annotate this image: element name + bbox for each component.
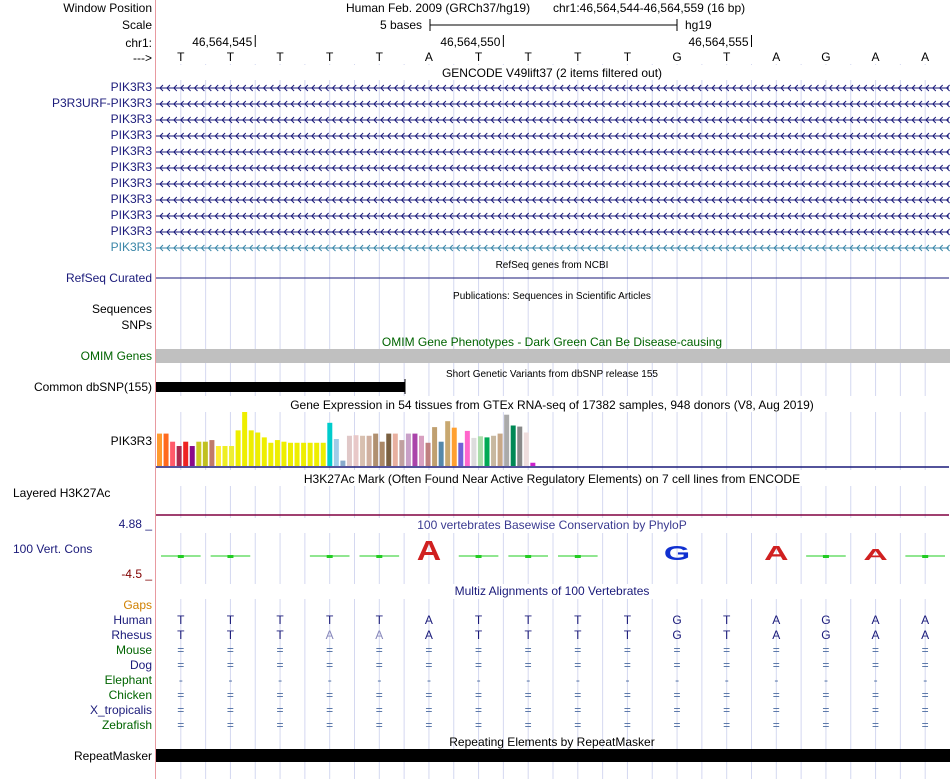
scale-label: Scale — [121, 18, 152, 32]
gtex-bar — [196, 442, 201, 466]
alignment-base: = — [623, 703, 631, 717]
gtex-bar — [452, 428, 457, 466]
gene-label[interactable]: PIK3R3 — [110, 224, 152, 238]
gtex-bar — [419, 436, 424, 466]
gtex-bar — [367, 436, 372, 466]
cons-positive-score — [575, 555, 581, 558]
alignment-base: = — [375, 643, 383, 657]
cons-min-label: -4.5 _ — [121, 567, 152, 581]
alignment-base: = — [623, 658, 631, 672]
species-label[interactable]: Rhesus — [111, 628, 152, 642]
strand-arrow-label: ---> — [133, 51, 152, 65]
alignment-base: = — [177, 658, 185, 672]
alignment-base: = — [673, 703, 681, 717]
gtex-bar — [445, 421, 450, 466]
alignment-base: T — [177, 628, 185, 642]
alignment-base: = — [226, 703, 234, 717]
header-ruler — [156, 0, 950, 64]
gene-label[interactable]: PIK3R3 — [110, 160, 152, 174]
alignment-base: T — [474, 628, 483, 642]
gtex-bar — [209, 440, 214, 466]
cons-max-label: 4.88 _ — [118, 517, 152, 531]
gtex-bar — [190, 446, 195, 466]
alignment-base: = — [326, 688, 334, 702]
alignment-base: = — [177, 718, 185, 732]
refseq-label[interactable]: RefSeq Curated — [65, 271, 152, 285]
gtex-bar — [504, 415, 509, 466]
alignment-base: = — [723, 688, 731, 702]
alignment-base: = — [921, 643, 929, 657]
h3k27ac-label[interactable]: Layered H3K27Ac — [13, 486, 111, 500]
gene-label[interactable]: PIK3R3 — [110, 80, 152, 94]
window-position-label: Window Position — [63, 1, 152, 15]
gene-label[interactable]: PIK3R3 — [110, 192, 152, 206]
alignment-base: = — [425, 718, 433, 732]
scale-text: 5 bases — [380, 18, 423, 32]
alignment-base: = — [326, 718, 334, 732]
alignment-base: = — [177, 703, 185, 717]
gtex-bar — [485, 437, 490, 466]
cons-positive-score — [922, 555, 928, 558]
cons-positive-score — [376, 555, 382, 558]
gencode-title: GENCODE V49lift37 (2 items filtered out) — [441, 66, 663, 80]
alignment-base: - — [426, 673, 431, 687]
sequence-base: T — [326, 50, 334, 64]
alignment-base: = — [276, 658, 284, 672]
gene-label[interactable]: P3R3URF-PIK3R3 — [51, 96, 152, 110]
alignment-base: A — [921, 628, 930, 642]
omim-track[interactable] — [156, 335, 950, 363]
sequence-base: T — [474, 50, 483, 64]
gtex-bar — [340, 461, 345, 466]
gtex-bar — [249, 430, 254, 466]
repeatmasker-track[interactable] — [156, 735, 950, 762]
gtex-bar — [354, 435, 359, 466]
gene-label[interactable]: PIK3R3 — [110, 208, 152, 222]
publications-title: Publications: Sequences in Scientific Articles — [453, 291, 651, 302]
alignment-base: = — [822, 643, 830, 657]
gtex-bar — [511, 426, 516, 467]
gtex-bar — [406, 434, 411, 466]
gtex-bar — [393, 434, 398, 466]
alignment-base: = — [673, 643, 681, 657]
alignment-base: - — [377, 673, 382, 687]
alignment-base: = — [475, 718, 483, 732]
gtex-bar — [517, 427, 522, 466]
alignment-base: = — [673, 658, 681, 672]
gtex-bar — [164, 434, 169, 466]
alignment-base: = — [524, 643, 532, 657]
gtex-bar — [491, 436, 496, 466]
gtex-bar — [321, 443, 326, 466]
alignment-base: = — [921, 703, 929, 717]
alignment-base: T — [326, 613, 334, 627]
species-label[interactable]: Zebrafish — [101, 718, 152, 732]
gtex-bar — [157, 434, 162, 466]
alignment-base: = — [226, 643, 234, 657]
alignment-base: = — [326, 643, 334, 657]
alignment-base: T — [524, 628, 532, 642]
alignment-base: = — [921, 688, 929, 702]
alignment-base: = — [375, 658, 383, 672]
omim-bar — [156, 349, 950, 363]
alignment-base: = — [723, 718, 731, 732]
sequence-base: T — [723, 50, 731, 64]
sequences-label[interactable]: Sequences — [91, 302, 152, 316]
multiz-title: Multiz Alignments of 100 Vertebrates — [454, 584, 650, 598]
alignment-base: = — [475, 658, 483, 672]
cons-negative-base: A — [764, 541, 789, 565]
alignment-base: = — [574, 658, 582, 672]
gtex-bar — [229, 446, 234, 466]
gtex-bar — [301, 443, 306, 466]
cons-positive-score — [525, 555, 531, 558]
species-label[interactable]: Mouse — [115, 643, 152, 657]
alignment-base: = — [276, 688, 284, 702]
snps-label[interactable]: SNPs — [121, 318, 152, 332]
omim-title: OMIM Gene Phenotypes - Dark Green Can Be Disease-causing — [381, 335, 723, 349]
alignment-base: - — [178, 673, 183, 687]
cons-negative-base: A — [416, 535, 442, 567]
repeatmasker-bar — [156, 749, 950, 762]
gtex-bar — [347, 436, 352, 466]
alignment-base: = — [475, 703, 483, 717]
alignment-base: A — [871, 628, 880, 642]
alignment-base: = — [276, 718, 284, 732]
gtex-bar — [498, 434, 503, 466]
alignment-base: = — [177, 688, 185, 702]
sequence-base: T — [524, 50, 532, 64]
alignment-base: T — [276, 628, 284, 642]
alignment-base: T — [226, 613, 235, 627]
alignment-base: = — [872, 718, 880, 732]
gene-label[interactable]: PIK3R3 — [110, 176, 152, 190]
gene-label[interactable]: PIK3R3 — [110, 240, 152, 254]
h3k27ac-title: H3K27Ac Mark (Often Found Near Active Regulatory Elements) on 7 cell lines from ENCODE — [303, 472, 801, 486]
alignment-base: = — [872, 703, 880, 717]
alignment-base: - — [625, 673, 630, 687]
sequence-base: A — [772, 50, 781, 64]
cons-label[interactable]: 100 Vert. Cons — [13, 542, 93, 556]
alignment-base: = — [574, 703, 582, 717]
alignment-base: = — [772, 718, 780, 732]
species-label[interactable]: X_tropicalis — [89, 703, 152, 717]
sequence-base: T — [177, 50, 185, 64]
gtex-bar — [412, 434, 417, 466]
alignment-base: = — [524, 718, 532, 732]
chr-label: chr1: — [125, 36, 152, 50]
gtex-bar — [288, 443, 293, 466]
alignment-base: G — [672, 613, 682, 627]
alignment-base: - — [575, 673, 580, 687]
sequence-base: T — [276, 50, 284, 64]
cons-positive-score — [327, 555, 333, 558]
alignment-base: = — [475, 643, 483, 657]
gtex-bar — [386, 434, 391, 466]
alignment-base: = — [772, 643, 780, 657]
alignment-base: = — [623, 643, 631, 657]
alignment-base: T — [177, 613, 185, 627]
alignment-base: - — [526, 673, 531, 687]
dbsnp-title: Short Genetic Variants from dbSNP release 155 — [446, 369, 658, 380]
alignment-base: T — [723, 628, 731, 642]
gtex-bar — [183, 442, 188, 466]
alignment-base: A — [375, 628, 384, 642]
cons-positive-score — [178, 555, 184, 558]
gtex-bar — [380, 442, 385, 466]
alignment-base: T — [623, 628, 632, 642]
gtex-bar — [255, 433, 260, 466]
gtex-bar — [295, 443, 300, 466]
alignment-base: = — [623, 688, 631, 702]
species-label[interactable]: Human — [113, 613, 152, 627]
track-labels — [0, 0, 155, 779]
alignment-base: A — [921, 613, 930, 627]
alignment-base: = — [574, 688, 582, 702]
refseq-title: RefSeq genes from NCBI — [495, 260, 609, 271]
alignment-base: = — [822, 718, 830, 732]
alignment-base: - — [923, 673, 928, 687]
alignment-base: = — [673, 688, 681, 702]
alignment-base: A — [424, 613, 433, 627]
gtex-bar — [275, 440, 280, 466]
gtex-bar — [373, 434, 378, 466]
position-text: chr1:46,564,544-46,564,559 (16 bp) — [553, 1, 746, 15]
alignment-base: = — [177, 643, 185, 657]
gene-label[interactable]: PIK3R3 — [110, 128, 152, 142]
alignment-base: = — [723, 703, 731, 717]
alignment-base: = — [326, 658, 334, 672]
alignment-base: G — [821, 628, 831, 642]
alignment-base: - — [873, 673, 878, 687]
cons-positive-score — [227, 555, 233, 558]
gtex-gene-label[interactable]: PIK3R3 — [110, 434, 152, 448]
sequence-base: T — [574, 50, 582, 64]
alignment-base: = — [723, 658, 731, 672]
alignment-base: = — [872, 658, 880, 672]
alignment-base: T — [474, 613, 483, 627]
cons-negative-base: A — [863, 545, 888, 564]
alignment-base: - — [774, 673, 779, 687]
alignment-base: = — [623, 718, 631, 732]
alignment-base: G — [672, 628, 682, 642]
alignment-base: - — [228, 673, 233, 687]
alignment-base: = — [524, 688, 532, 702]
alignment-base: = — [723, 643, 731, 657]
sequence-base: G — [821, 50, 831, 64]
alignment-base: = — [772, 658, 780, 672]
species-label[interactable]: Dog — [129, 658, 152, 672]
species-label[interactable]: Elephant — [104, 673, 152, 687]
alignment-base: = — [276, 643, 284, 657]
gtex-bar — [465, 431, 470, 466]
alignment-base: T — [375, 613, 383, 627]
cons-positive-score — [823, 555, 829, 558]
gtex-title: Gene Expression in 54 tissues from GTEx RNA-seq of 17382 samples, 948 donors (V8, Aug 2019) — [290, 398, 814, 412]
alignment-base: = — [226, 688, 234, 702]
alignment-base: T — [574, 628, 582, 642]
alignment-base: - — [823, 673, 828, 687]
alignment-base: T — [226, 628, 235, 642]
sequence-base: T — [623, 50, 632, 64]
gtex-bar — [478, 436, 483, 466]
alignment-base: = — [822, 703, 830, 717]
alignment-base: A — [871, 613, 880, 627]
ruler-label: 46,564,550 — [440, 35, 501, 49]
gtex-bar — [334, 439, 339, 466]
gtex-bar — [242, 412, 247, 466]
alignment-base: = — [276, 703, 284, 717]
alignment-base: = — [425, 643, 433, 657]
gtex-bar — [530, 463, 535, 466]
alignment-base: = — [872, 643, 880, 657]
alignment-base: T — [574, 613, 582, 627]
alignment-base: A — [772, 628, 781, 642]
gtex-bar — [426, 443, 431, 466]
sequence-base: A — [921, 50, 930, 64]
gtex-bar — [432, 427, 437, 466]
alignment-base: = — [425, 658, 433, 672]
alignment-base: = — [772, 688, 780, 702]
alignment-base: - — [278, 673, 283, 687]
alignment-base: = — [574, 718, 582, 732]
alignment-base: = — [425, 703, 433, 717]
ruler-label: 46,564,545 — [192, 35, 253, 49]
gtex-bar — [236, 430, 241, 466]
sequence-base: G — [672, 50, 682, 64]
cons-negative-base: G — [663, 541, 691, 565]
gtex-bar — [223, 446, 228, 466]
gene-label[interactable]: PIK3R3 — [110, 144, 152, 158]
species-label[interactable]: Chicken — [108, 688, 152, 702]
gtex-bar — [471, 438, 476, 466]
alignment-base: - — [476, 673, 481, 687]
publications-track[interactable] — [453, 291, 651, 302]
alignment-base: = — [375, 703, 383, 717]
alignment-base: - — [724, 673, 729, 687]
alignment-base: = — [475, 688, 483, 702]
sequence-base: A — [871, 50, 880, 64]
gtex-bar — [399, 440, 404, 466]
alignment-base: = — [375, 718, 383, 732]
gtex-bar — [439, 442, 444, 466]
alignment-base: T — [276, 613, 284, 627]
alignment-base: = — [673, 718, 681, 732]
gene-label[interactable]: PIK3R3 — [110, 112, 152, 126]
gtex-bar — [203, 442, 208, 466]
alignment-base: = — [822, 688, 830, 702]
gtex-bar — [216, 446, 221, 466]
sequence-base: T — [375, 50, 383, 64]
alignment-base: = — [772, 703, 780, 717]
alignment-base: = — [226, 658, 234, 672]
alignment-base: A — [772, 613, 781, 627]
alignment-base: = — [872, 688, 880, 702]
gtex-bar — [170, 442, 175, 466]
alignment-base: = — [226, 718, 234, 732]
assembly-title: Human Feb. 2009 (GRCh37/hg19) — [346, 1, 531, 15]
sequence-base: T — [226, 50, 235, 64]
gtex-bar — [262, 437, 267, 466]
gtex-bar — [308, 443, 313, 466]
alignment-base: A — [325, 628, 334, 642]
ruler-label: 46,564,555 — [688, 35, 749, 49]
alignment-base: T — [723, 613, 731, 627]
alignment-base: = — [822, 658, 830, 672]
alignment-base: = — [375, 688, 383, 702]
gtex-bar — [524, 433, 529, 466]
gtex-bar — [268, 443, 273, 466]
alignment-base: - — [327, 673, 332, 687]
alignment-base: = — [524, 658, 532, 672]
gtex-bar — [177, 446, 182, 466]
gtex-bar — [281, 442, 286, 466]
sequence-base: A — [424, 50, 433, 64]
alignment-base: T — [524, 613, 532, 627]
alignment-base: = — [524, 703, 532, 717]
alignment-base: - — [675, 673, 680, 687]
alignment-base: T — [623, 613, 632, 627]
cons-title: 100 vertebrates Basewise Conservation by PhyloP — [417, 518, 687, 532]
gtex-bar — [458, 443, 463, 466]
dbsnp-label[interactable]: Common dbSNP(155) — [33, 380, 152, 394]
alignment-base: = — [921, 658, 929, 672]
repeatmasker-label[interactable]: RepeatMasker — [73, 749, 152, 763]
alignment-base: = — [326, 703, 334, 717]
gtex-bar — [360, 436, 365, 466]
alignment-base: = — [425, 688, 433, 702]
dbsnp-track[interactable] — [156, 369, 658, 394]
cons-positive-score — [476, 555, 482, 558]
alignment-base: = — [921, 718, 929, 732]
alignment-base: G — [821, 613, 831, 627]
scale-db: hg19 — [685, 18, 712, 32]
gtex-bar — [314, 443, 319, 466]
omim-label[interactable]: OMIM Genes — [80, 349, 152, 363]
alignment-base: = — [574, 643, 582, 657]
dbsnp-bar — [156, 382, 405, 392]
repeatmasker-title: Repeating Elements by RepeatMasker — [449, 735, 655, 749]
alignment-base: A — [424, 628, 433, 642]
gaps-label[interactable]: Gaps — [123, 598, 152, 612]
gtex-bar — [327, 423, 332, 466]
